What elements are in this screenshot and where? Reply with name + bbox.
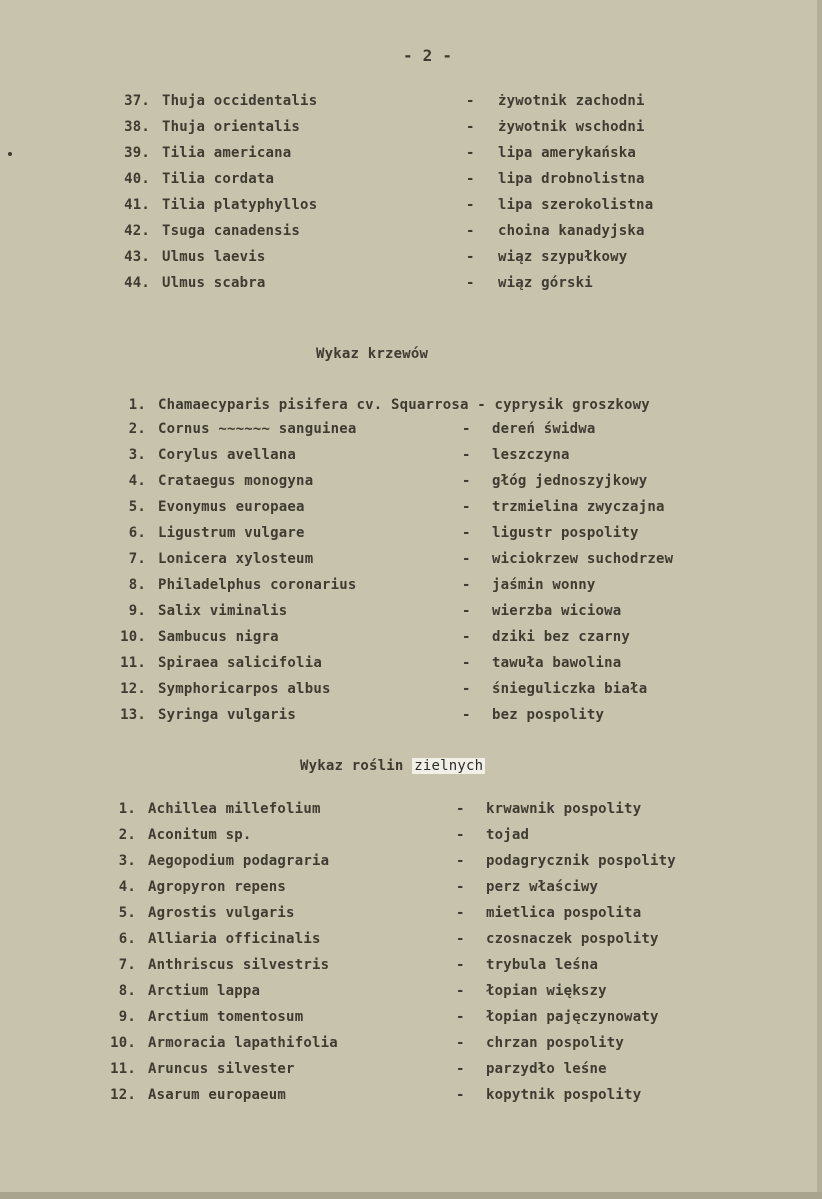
- trees-row-latin-name: Thuja orientalis: [162, 119, 301, 135]
- shrubs-row-latin-name: Philadelphus coronarius: [158, 577, 357, 593]
- shrubs-row-dash: -: [462, 499, 471, 515]
- herbs-row-latin-name: Aegopodium podagraria: [148, 853, 330, 869]
- margin-dot: [8, 152, 12, 156]
- shrubs-row-latin-name: Corylus avellana: [158, 447, 297, 463]
- shrubs-row-latin-name: Salix viminalis: [158, 603, 288, 619]
- shrubs-row-number: 2.: [128, 421, 146, 437]
- herbs-row-number: 9.: [118, 1009, 136, 1025]
- shrubs-row-polish-name: wierzba wiciowa: [492, 603, 622, 619]
- shrubs-row-number: 10.: [120, 629, 146, 645]
- herbs-row-polish-name: kopytnik pospolity: [486, 1087, 642, 1103]
- trees-row-dash: -: [466, 223, 475, 239]
- herbs-row-latin-name: Aruncus silvester: [148, 1061, 295, 1077]
- shrubs-row-latin-name: Sambucus nigra: [158, 629, 279, 645]
- herbs-row-latin-name: Achillea millefolium: [148, 801, 321, 817]
- shrubs-row-number: 6.: [128, 525, 146, 541]
- herbs-row-number: 12.: [110, 1087, 136, 1103]
- herbs-row-latin-name: Agropyron repens: [148, 879, 287, 895]
- trees-row-latin-name: Tilia americana: [162, 145, 292, 161]
- shrubs-row-polish-name: dereń świdwa: [492, 421, 596, 437]
- herbs-row-polish-name: tojad: [486, 827, 530, 843]
- shrubs-row-number: 11.: [120, 655, 146, 671]
- herbs-row-dash: -: [456, 957, 465, 973]
- trees-row-dash: -: [466, 171, 475, 187]
- trees-row-number: 37.: [124, 93, 150, 109]
- trees-row-number: 43.: [124, 249, 150, 265]
- trees-row-dash: -: [466, 275, 475, 291]
- herbs-row-dash: -: [456, 983, 465, 999]
- shrubs-row-polish-name: trzmielina zwyczajna: [492, 499, 665, 515]
- shrubs-row-latin-name: Cornus ~~~~~~ sanguinea: [158, 421, 357, 437]
- herbs-row-polish-name: czosnaczek pospolity: [486, 931, 659, 947]
- shrubs-row-1-text: Chamaecyparis pisifera cv. Squarrosa - cyprysik groszkowy: [158, 397, 650, 413]
- herbs-row-polish-name: parzydło leśne: [486, 1061, 607, 1077]
- herbs-row-polish-name: podagrycznik pospolity: [486, 853, 676, 869]
- herbs-row-dash: -: [456, 1035, 465, 1051]
- herbs-row-dash: -: [456, 1061, 465, 1077]
- shrubs-row-number: 9.: [128, 603, 146, 619]
- shrubs-row-polish-name: ligustr pospolity: [492, 525, 639, 541]
- shrubs-row-number: 8.: [128, 577, 146, 593]
- herbs-row-number: 6.: [118, 931, 136, 947]
- shrubs-row-dash: -: [462, 525, 471, 541]
- herbs-row-number: 7.: [118, 957, 136, 973]
- shrubs-row-polish-name: jaśmin wonny: [492, 577, 596, 593]
- herbs-heading-patch: zielnych: [414, 758, 484, 774]
- trees-row-number: 38.: [124, 119, 150, 135]
- shrubs-row-number: 3.: [128, 447, 146, 463]
- shrubs-row-dash: -: [462, 681, 471, 697]
- shrubs-row-dash: -: [462, 655, 471, 671]
- herbs-row-number: 3.: [118, 853, 136, 869]
- trees-row-number: 39.: [124, 145, 150, 161]
- trees-row-dash: -: [466, 249, 475, 265]
- trees-row-number: 44.: [124, 275, 150, 291]
- shrubs-row-dash: -: [462, 421, 471, 437]
- trees-row-polish-name: żywotnik wschodni: [498, 119, 645, 135]
- herbs-row-number: 11.: [110, 1061, 136, 1077]
- herbs-row-number: 4.: [118, 879, 136, 895]
- shrubs-row-dash: -: [462, 473, 471, 489]
- shrubs-row-dash: -: [462, 447, 471, 463]
- herbs-row-dash: -: [456, 905, 465, 921]
- trees-row-dash: -: [466, 197, 475, 213]
- shrubs-row-polish-name: dziki bez czarny: [492, 629, 631, 645]
- shrubs-row-dash: -: [462, 551, 471, 567]
- trees-row-polish-name: lipa szerokolistna: [498, 197, 654, 213]
- shrubs-row-dash: -: [462, 707, 471, 723]
- herbs-row-polish-name: perz właściwy: [486, 879, 599, 895]
- shrubs-row-dash: -: [462, 603, 471, 619]
- herbs-row-dash: -: [456, 801, 465, 817]
- herbs-row-latin-name: Arctium lappa: [148, 983, 261, 999]
- herbs-row-polish-name: trybula leśna: [486, 957, 599, 973]
- trees-row-latin-name: Thuja occidentalis: [162, 93, 318, 109]
- trees-row-dash: -: [466, 93, 475, 109]
- trees-row-dash: -: [466, 119, 475, 135]
- shrubs-row-latin-name: Syringa vulgaris: [158, 707, 297, 723]
- shrubs-row-number: 5.: [128, 499, 146, 515]
- herbs-row-dash: -: [456, 879, 465, 895]
- herbs-row-latin-name: Agrostis vulgaris: [148, 905, 295, 921]
- shrubs-row-dash: -: [462, 577, 471, 593]
- herbs-heading-main: Wykaz roślin: [300, 758, 404, 774]
- shrubs-row-latin-name: Ligustrum vulgare: [158, 525, 305, 541]
- herbs-row-dash: -: [456, 1009, 465, 1025]
- trees-row-polish-name: wiąz górski: [498, 275, 593, 291]
- page-edge-bottom: [0, 1192, 822, 1199]
- herbs-row-latin-name: Anthriscus silvestris: [148, 957, 330, 973]
- shrubs-row-latin-name: Symphoricarpos albus: [158, 681, 331, 697]
- herbs-row-polish-name: łopian większy: [486, 983, 607, 999]
- shrubs-row-polish-name: leszczyna: [492, 447, 570, 463]
- herbs-row-number: 8.: [118, 983, 136, 999]
- trees-row-latin-name: Tilia cordata: [162, 171, 275, 187]
- herbs-row-latin-name: Aconitum sp.: [148, 827, 252, 843]
- shrubs-row-polish-name: wiciokrzew suchodrzew: [492, 551, 674, 567]
- shrubs-row-polish-name: głóg jednoszyjkowy: [492, 473, 648, 489]
- shrubs-row-latin-name: Crataegus monogyna: [158, 473, 314, 489]
- trees-row-number: 42.: [124, 223, 150, 239]
- herbs-row-dash: -: [456, 827, 465, 843]
- herbs-row-latin-name: Alliaria officinalis: [148, 931, 321, 947]
- herbs-row-latin-name: Arctium tomentosum: [148, 1009, 304, 1025]
- herbs-row-number: 5.: [118, 905, 136, 921]
- shrubs-heading: Wykaz krzewów: [316, 346, 429, 362]
- trees-row-latin-name: Tsuga canadensis: [162, 223, 301, 239]
- page-edge-right: [817, 0, 822, 1199]
- shrubs-row-dash: -: [462, 629, 471, 645]
- trees-row-number: 41.: [124, 197, 150, 213]
- shrubs-row-latin-name: Evonymus europaea: [158, 499, 305, 515]
- herbs-row-polish-name: chrzan pospolity: [486, 1035, 625, 1051]
- shrubs-row-polish-name: tawuła bawolina: [492, 655, 622, 671]
- trees-row-polish-name: lipa drobnolistna: [498, 171, 645, 187]
- herbs-row-polish-name: krwawnik pospolity: [486, 801, 642, 817]
- shrubs-row-number: 7.: [128, 551, 146, 567]
- trees-row-number: 40.: [124, 171, 150, 187]
- herbs-row-number: 10.: [110, 1035, 136, 1051]
- trees-row-dash: -: [466, 145, 475, 161]
- herbs-row-dash: -: [456, 853, 465, 869]
- herbs-row-latin-name: Asarum europaeum: [148, 1087, 287, 1103]
- herbs-row-dash: -: [456, 931, 465, 947]
- shrubs-row-polish-name: śnieguliczka biała: [492, 681, 648, 697]
- herbs-row-number: 1.: [118, 801, 136, 817]
- herbs-heading: [300, 758, 485, 774]
- trees-row-latin-name: Ulmus laevis: [162, 249, 266, 265]
- shrubs-row-1-number: 1.: [128, 397, 146, 413]
- herbs-row-number: 2.: [118, 827, 136, 843]
- trees-row-polish-name: lipa amerykańska: [498, 145, 637, 161]
- herbs-row-dash: -: [456, 1087, 465, 1103]
- trees-row-latin-name: Ulmus scabra: [162, 275, 266, 291]
- herbs-row-polish-name: mietlica pospolita: [486, 905, 642, 921]
- herbs-row-polish-name: łopian pajęczynowaty: [486, 1009, 659, 1025]
- herbs-row-latin-name: Armoracia lapathifolia: [148, 1035, 338, 1051]
- trees-row-polish-name: choina kanadyjska: [498, 223, 645, 239]
- shrubs-row-polish-name: bez pospolity: [492, 707, 605, 723]
- shrubs-row-latin-name: Lonicera xylosteum: [158, 551, 314, 567]
- shrubs-row-number: 4.: [128, 473, 146, 489]
- page-number: - 2 -: [403, 46, 453, 65]
- trees-row-polish-name: żywotnik zachodni: [498, 93, 645, 109]
- shrubs-row-number: 12.: [120, 681, 146, 697]
- trees-row-latin-name: Tilia platyphyllos: [162, 197, 318, 213]
- trees-row-polish-name: wiąz szypułkowy: [498, 249, 628, 265]
- shrubs-row-latin-name: Spiraea salicifolia: [158, 655, 322, 671]
- shrubs-row-number: 13.: [120, 707, 146, 723]
